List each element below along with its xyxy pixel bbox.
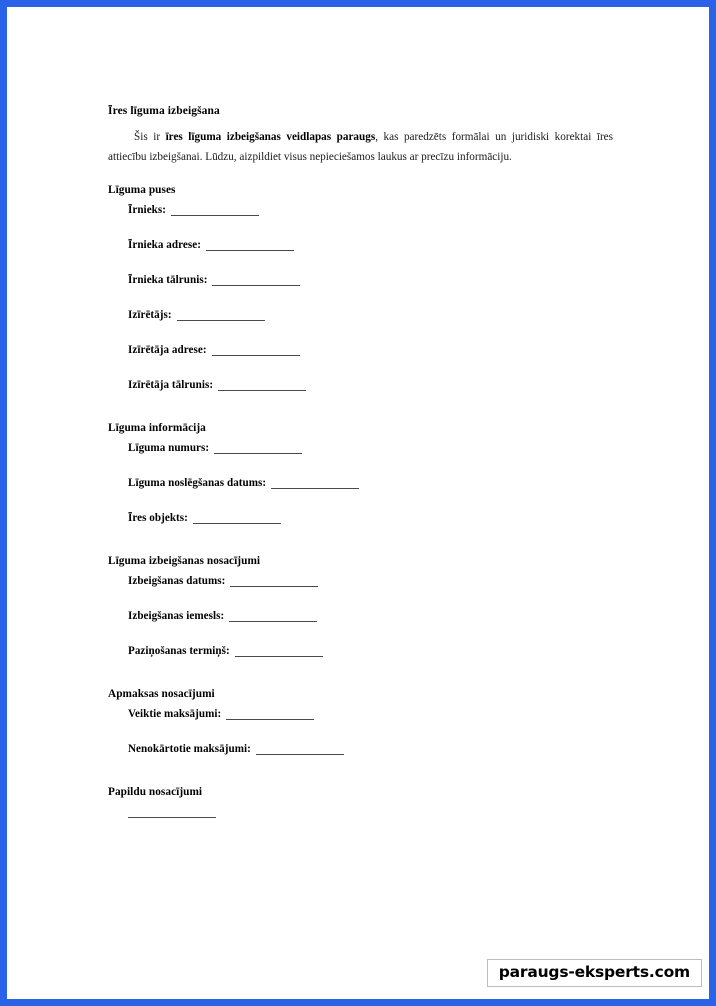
- field-label: Veiktie maksājumi:: [128, 708, 222, 720]
- document-page: [7, 7, 709, 999]
- field-blank-line[interactable]: [171, 204, 259, 216]
- intro-text-after: , kas paredzēts formālai un juridiski korektai īres attiecību izbeigšanai. Lūdzu, aizpildiet visus nepieciešamos laukus ar precīzu informāciju.: [108, 131, 613, 163]
- intro-text-before: Šis ir: [134, 131, 166, 143]
- field-list: [108, 575, 608, 680]
- form-field-row: [128, 512, 608, 547]
- section-heading: Apmaksas nosacījumi: [108, 688, 215, 700]
- field-blank-line[interactable]: [229, 610, 317, 622]
- field-blank-line[interactable]: [212, 344, 300, 356]
- field-label: Izīrētāja adrese:: [128, 344, 207, 356]
- field-blank-line[interactable]: [226, 708, 314, 720]
- field-blank-line[interactable]: [218, 379, 306, 391]
- form-field-row: [128, 708, 608, 743]
- field-blank-line[interactable]: [128, 806, 216, 818]
- field-list: [108, 806, 608, 841]
- field-label: Īrnieka tālrunis:: [128, 274, 208, 286]
- section-heading: Līguma izbeigšanas nosacījumi: [108, 555, 261, 567]
- field-list: [108, 204, 608, 414]
- field-label: Līguma noslēgšanas datums:: [128, 477, 267, 489]
- field-label: Īres objekts:: [128, 512, 188, 524]
- form-field-row: [128, 477, 608, 512]
- field-list: [108, 442, 608, 547]
- field-label: Izbeigšanas iemesls:: [128, 610, 225, 622]
- field-blank-line[interactable]: [206, 239, 294, 251]
- form-field-row: [128, 645, 608, 680]
- field-label: Nenokārtotie maksājumi:: [128, 743, 251, 755]
- field-blank-line[interactable]: [230, 575, 318, 587]
- form-field-row: [128, 806, 608, 841]
- field-blank-line[interactable]: [271, 477, 359, 489]
- form-field-row: [128, 274, 608, 309]
- section-heading: Līguma informācija: [108, 422, 206, 434]
- field-label: Īrnieks:: [128, 204, 166, 216]
- field-label: Līguma numurs:: [128, 442, 210, 454]
- watermark-label: paraugs-eksperts.com: [498, 962, 690, 981]
- intro-paragraph: [108, 128, 613, 167]
- form-field-row: [128, 309, 608, 344]
- field-label: Izbeigšanas datums:: [128, 575, 226, 587]
- field-blank-line[interactable]: [212, 274, 300, 286]
- watermark-badge: [487, 959, 702, 988]
- page-title: Īres līguma izbeigšana: [108, 105, 220, 117]
- field-blank-line[interactable]: [177, 309, 265, 321]
- field-label: Paziņošanas termiņš:: [128, 645, 230, 657]
- form-field-row: [128, 743, 608, 778]
- form-field-row: [128, 379, 608, 414]
- form-field-row: [128, 204, 608, 239]
- field-blank-line[interactable]: [214, 442, 302, 454]
- document-content: [108, 105, 613, 849]
- field-list: [108, 708, 608, 778]
- form-field-row: [128, 442, 608, 477]
- field-label: Izīrētāja tālrunis:: [128, 379, 214, 391]
- form-sections: [108, 184, 608, 841]
- intro-text-bold: īres līguma izbeigšanas veidlapas paraugs: [165, 131, 376, 143]
- form-field-row: [128, 610, 608, 645]
- form-field-row: [128, 344, 608, 379]
- field-blank-line[interactable]: [235, 645, 323, 657]
- field-blank-line[interactable]: [193, 512, 281, 524]
- section-heading: Papildu nosacījumi: [108, 786, 203, 798]
- field-label: Īrnieka adrese:: [128, 239, 201, 251]
- form-field-row: [128, 239, 608, 274]
- form-field-row: [128, 575, 608, 610]
- field-blank-line[interactable]: [256, 743, 344, 755]
- field-label: Izīrētājs:: [128, 309, 172, 321]
- section-heading: Līguma puses: [108, 184, 176, 196]
